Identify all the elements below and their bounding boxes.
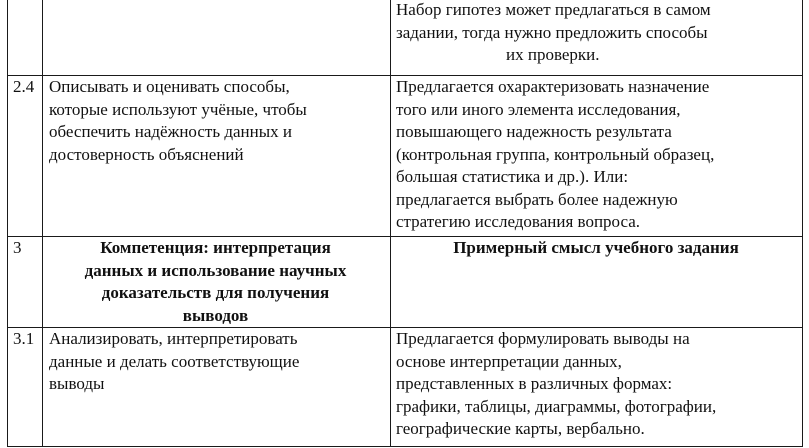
task-line: повышающего надежность результата bbox=[396, 122, 672, 141]
task-line: того или иного элемента исследования, bbox=[396, 99, 681, 119]
competence-heading-line: данных и использование научных bbox=[84, 260, 347, 280]
task-cell bbox=[391, 0, 803, 76]
competence-table bbox=[7, 0, 803, 447]
task-line: большая статистика и др.). Или: bbox=[396, 167, 629, 186]
task-heading-cell bbox=[391, 237, 803, 328]
competence-line: Анализировать, интерпретировать bbox=[49, 329, 298, 348]
row-number-cell bbox=[8, 328, 43, 447]
task-line: предлагается выбрать более надежную bbox=[396, 189, 678, 209]
task-line: Набор гипотез может предлагаться в самом bbox=[396, 0, 711, 19]
competence-cell bbox=[43, 76, 391, 237]
competence-heading-line: выводов bbox=[182, 305, 249, 325]
task-line: графики, таблицы, диаграммы, фотографии, bbox=[396, 396, 717, 416]
competence-line: достоверность объяснений bbox=[49, 144, 244, 164]
table-row bbox=[8, 76, 803, 237]
task-line: их проверки. bbox=[506, 45, 600, 64]
table-row bbox=[8, 0, 803, 76]
row-number-cell bbox=[8, 76, 43, 237]
task-cell bbox=[391, 328, 803, 447]
competence-heading-cell bbox=[43, 237, 391, 328]
row-number-cell bbox=[8, 0, 43, 76]
task-line: стратегию исследования вопроса. bbox=[396, 212, 641, 231]
task-line: Предлагается охарактеризовать назначение bbox=[396, 77, 710, 96]
task-line: географические карты, вербально. bbox=[396, 419, 645, 438]
competence-heading-line: доказательств для получения bbox=[101, 283, 330, 302]
competence-heading-line: Компетенция: интерпретация bbox=[100, 238, 331, 257]
task-line: задании, тогда нужно предложить способы bbox=[396, 22, 708, 42]
table-row bbox=[8, 237, 803, 328]
competence-line: Описывать и оценивать способы, bbox=[49, 77, 290, 96]
task-line: основе интерпретации данных, bbox=[396, 351, 622, 371]
competence-line: которые используют учёные, чтобы bbox=[49, 99, 307, 119]
task-heading: Примерный смысл учебного задания bbox=[453, 238, 739, 257]
row-number: 3.1 bbox=[13, 329, 35, 348]
competence-line: обеспечить надёжность данных и bbox=[49, 122, 292, 141]
table-row bbox=[8, 328, 803, 447]
row-number: 3 bbox=[13, 238, 22, 257]
task-cell bbox=[391, 76, 803, 237]
task-line: Предлагается формулировать выводы на bbox=[396, 329, 690, 348]
task-line: представленных в различных формах: bbox=[396, 374, 673, 393]
competence-cell bbox=[43, 328, 391, 447]
competence-line: данные и делать соответствующие bbox=[49, 351, 300, 371]
row-number-cell bbox=[8, 237, 43, 328]
competence-line: выводы bbox=[49, 374, 105, 393]
competence-cell bbox=[43, 0, 391, 76]
task-line: (контрольная группа, контрольный образец, bbox=[396, 144, 715, 164]
row-number: 2.4 bbox=[13, 77, 35, 96]
